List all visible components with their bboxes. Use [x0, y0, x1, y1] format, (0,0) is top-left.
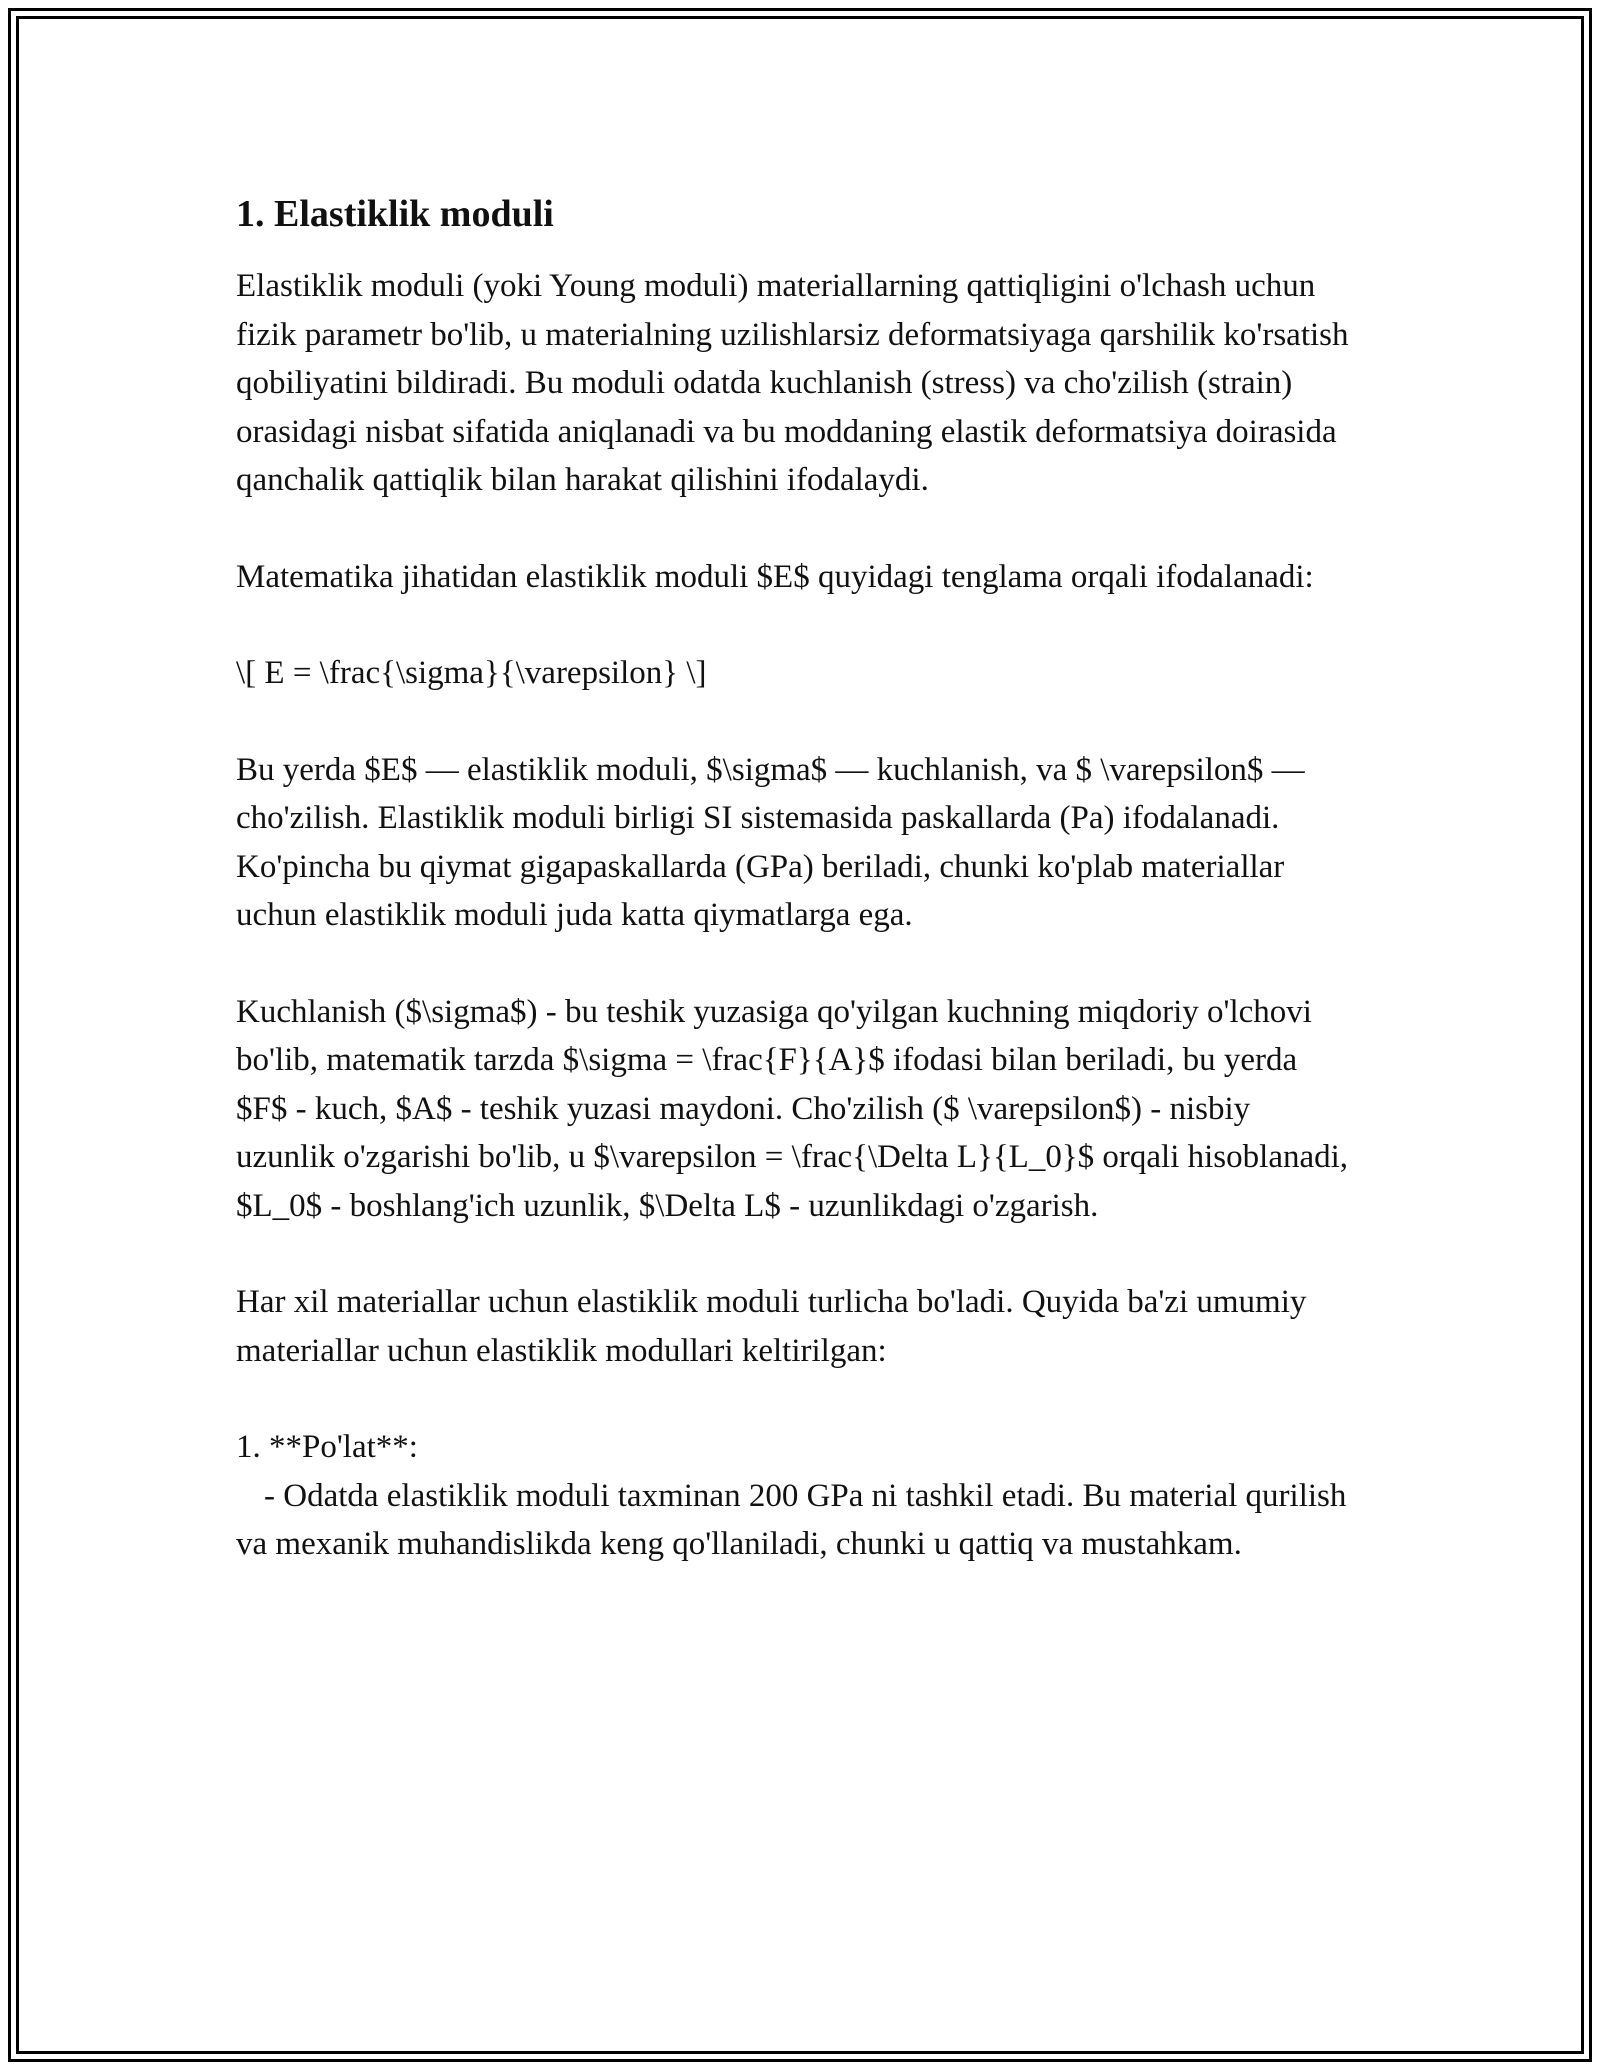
paragraph-materials-intro: Har xil materiallar uchun elastiklik moduli turlicha bo'ladi. Quyida ba'zi umumiy materiallar uchun elastiklik modullari keltirilgan: — [236, 1284, 1315, 1369]
section-heading: 1. Elastiklik moduli — [236, 193, 554, 235]
list-item-title: 1. **Po'lat**: — [236, 1429, 418, 1465]
list-item-text — [236, 1472, 1356, 1569]
paragraph-definition: Elastiklik moduli (yoki Young moduli) materiallarning qattiqligini o'lchash uchun fizik parametr bo'lib, u materialning uzilishlarsiz deformatsiyaga qarshilik ko'rsatish qobiliyatini bildiradi. Bu moduli odatda kuchlanish (stress) va cho'zilish (strain) orasidagi nisbat sifatida aniqlanadi va bu moddaning elastik deformatsiya doirasida qanchalik qattiqlik bilan harakat qilishini ifodalaydi. — [236, 268, 1357, 498]
document-body — [236, 188, 1356, 1569]
paragraph-stress-strain: Kuchlanish ($\sigma$) - bu teshik yuzasiga qo'yilgan kuchning miqdoriy o'lchovi bo'lib, matematik tarzda $\sigma = \frac{F}{A}$ ifodasi bilan beriladi, bu yerda $F$ - kuch, $A$ - teshik yuzasi maydoni. Cho'zilish ($ \varepsilon$) - nisbiy uzunlik o'zgarishi bo'lib, u $\varepsilon = \frac{\Delta L}{L_0}$ orqali hisoblanadi, $L_0$ - boshlang'ich uzunlik, $\Delta L$ - uzunlikdagi o'zgarish. — [236, 993, 1357, 1224]
paragraph-formula-intro: Matematika jihatidan elastiklik moduli $E$ quyidagi tenglama orqali ifodalanadi: — [236, 558, 1314, 595]
paragraph-variables: Bu yerda $E$ — elastiklik moduli, $\sigma$ — kuchlanish, va $ \varepsilon$ — cho'zilish. Elastiklik moduli birligi SI sistemasida paskallarda (Pa) ifodalanadi. Ko'pincha bu qiymat gigapaskallarda (GPa) beriladi, chunki ko'plab materiallar uchun elastiklik moduli juda katta qiymatlarga ega. — [236, 751, 1313, 933]
paragraph-formula: \[ E = \frac{\sigma}{\varepsilon} \] — [236, 655, 707, 691]
list-item-steel — [236, 1423, 1356, 1569]
list-item-text-content: - Odatda elastiklik moduli taxminan 200 GPa ni tashkil etadi. Bu material qurilish va mexanik muhandislikda keng qo'llaniladi, chunki u qattiq va mustahkam. — [236, 1477, 1355, 1562]
